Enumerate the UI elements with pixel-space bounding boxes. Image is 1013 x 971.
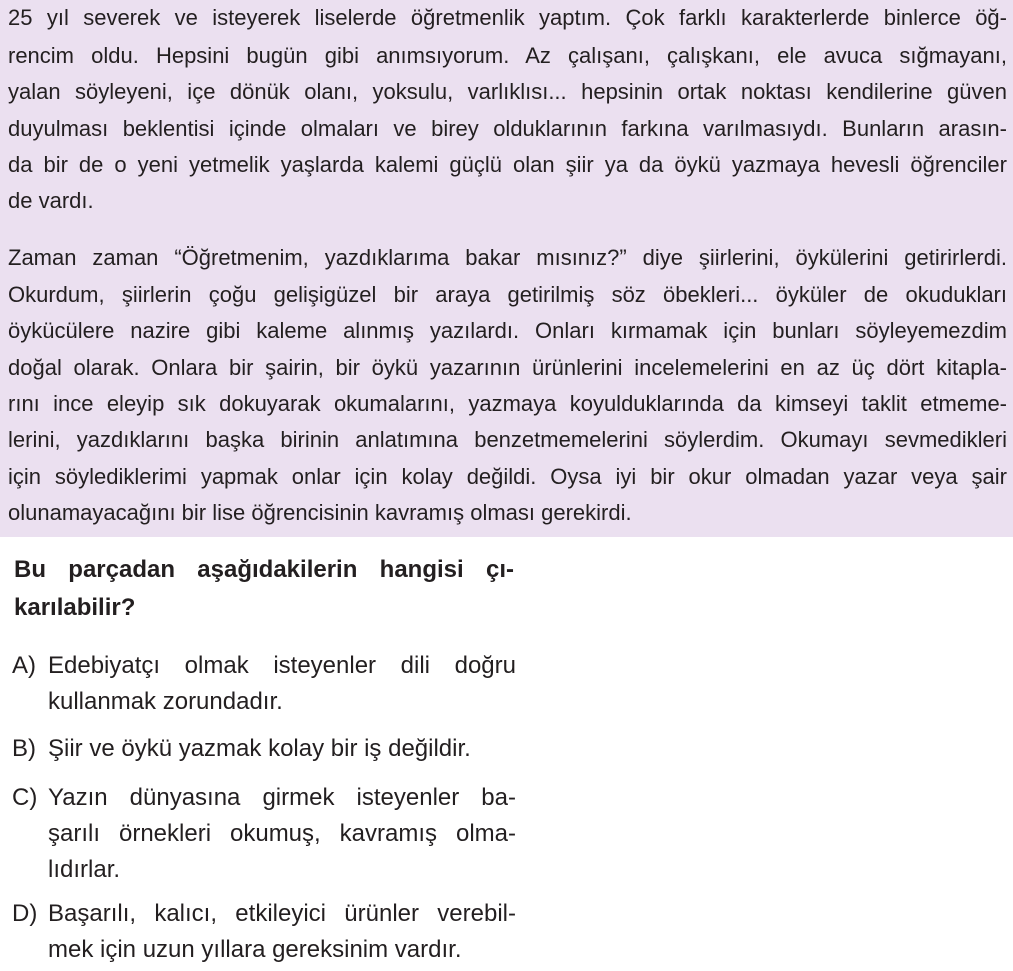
option-line: mek için uzun yıllara gereksinim vardır. (48, 936, 462, 963)
question-line: karılabilir? (14, 594, 136, 621)
option-line: lıdırlar. (48, 856, 121, 883)
option-line: Şiir ve öykü yazmak kolay bir iş değildir. (48, 735, 471, 762)
option-line: Edebiyatçı olmak isteyenler dili doğru (48, 652, 516, 679)
passage-line: da bir de o yeni yetmelik yaşlarda kalemi güçlü olan şiir ya da öykü yazmaya hevesli öğrenciler (8, 152, 1007, 177)
option-letter: A) (12, 652, 36, 679)
passage-line: Okurdum, şiirlerin çoğu gelişigüzel bir araya getirilmiş söz öbekleri... öyküler de okudukları (8, 282, 1007, 307)
option-c[interactable] (12, 780, 516, 888)
option-line: kullanmak zorundadır. (48, 688, 283, 715)
question-line: Bu parçadan aşağıdakilerin hangisi çı- (14, 556, 514, 583)
option-b[interactable] (12, 731, 516, 767)
passage-line: yalan söyleyeni, içe dönük olanı, yoksulu, varlıklısı... hepsinin ortak noktası kendilerine güven (8, 79, 1007, 104)
passage-line: lerini, yazdıklarını başka birinin anlatımına benzetmemelerini söylerdim. Okumayı sevmedikleri (8, 427, 1007, 452)
option-a[interactable] (12, 648, 516, 720)
passage-line: duyulması beklentisi içinde olmaları ve birey olduklarının farkına varılmasıydı. Bunların arasın- (8, 116, 1007, 141)
passage-line: öykücülere nazire gibi kaleme alınmış yazılardı. Onları kırmamak için bunları söyleyemezdim (8, 318, 1007, 343)
passage-line: için söylediklerimi yapmak onlar için kolay değildi. Oysa iyi bir okur olmadan yazar veya şair (8, 464, 1007, 489)
option-letter: D) (12, 900, 38, 927)
passage-line: olunamayacağını bir lise öğrencisinin kavramış olması gerekirdi. (8, 500, 632, 525)
option-letter: C) (12, 784, 38, 811)
passage-line: 25 yıl severek ve isteyerek liselerde öğretmenlik yaptım. Çok farklı karakterlerde binlerce öğ- (8, 5, 1007, 30)
option-d[interactable] (12, 896, 516, 968)
option-letter: B) (12, 735, 36, 762)
option-line: Yazın dünyasına girmek isteyenler ba- (48, 784, 516, 811)
passage-line: Zaman zaman “Öğretmenim, yazdıklarıma bakar mısınız?” diye şiirlerini, öykülerini getirirlerdi. (8, 245, 1007, 270)
passage-line: de vardı. (8, 188, 94, 213)
option-line: şarılı örnekleri okumuş, kavramış olma- (48, 820, 516, 847)
passage-line: doğal olarak. Onlara bir şairin, bir öykü yazarının ürünlerini incelemelerini en az üç dört kitapla- (8, 355, 1007, 380)
passage-line: rını ince eleyip sık dokuyarak okumalarını, yazmaya koyulduklarında da kimseyi taklit etmeme- (8, 391, 1007, 416)
option-line: Başarılı, kalıcı, etkileyici ürünler verebil- (48, 900, 516, 927)
question-stem (14, 551, 514, 627)
passage-line: rencim oldu. Hepsini bugün gibi anımsıyorum. Az çalışanı, çalışkanı, ele avuca sığmayanı, (8, 43, 1007, 68)
